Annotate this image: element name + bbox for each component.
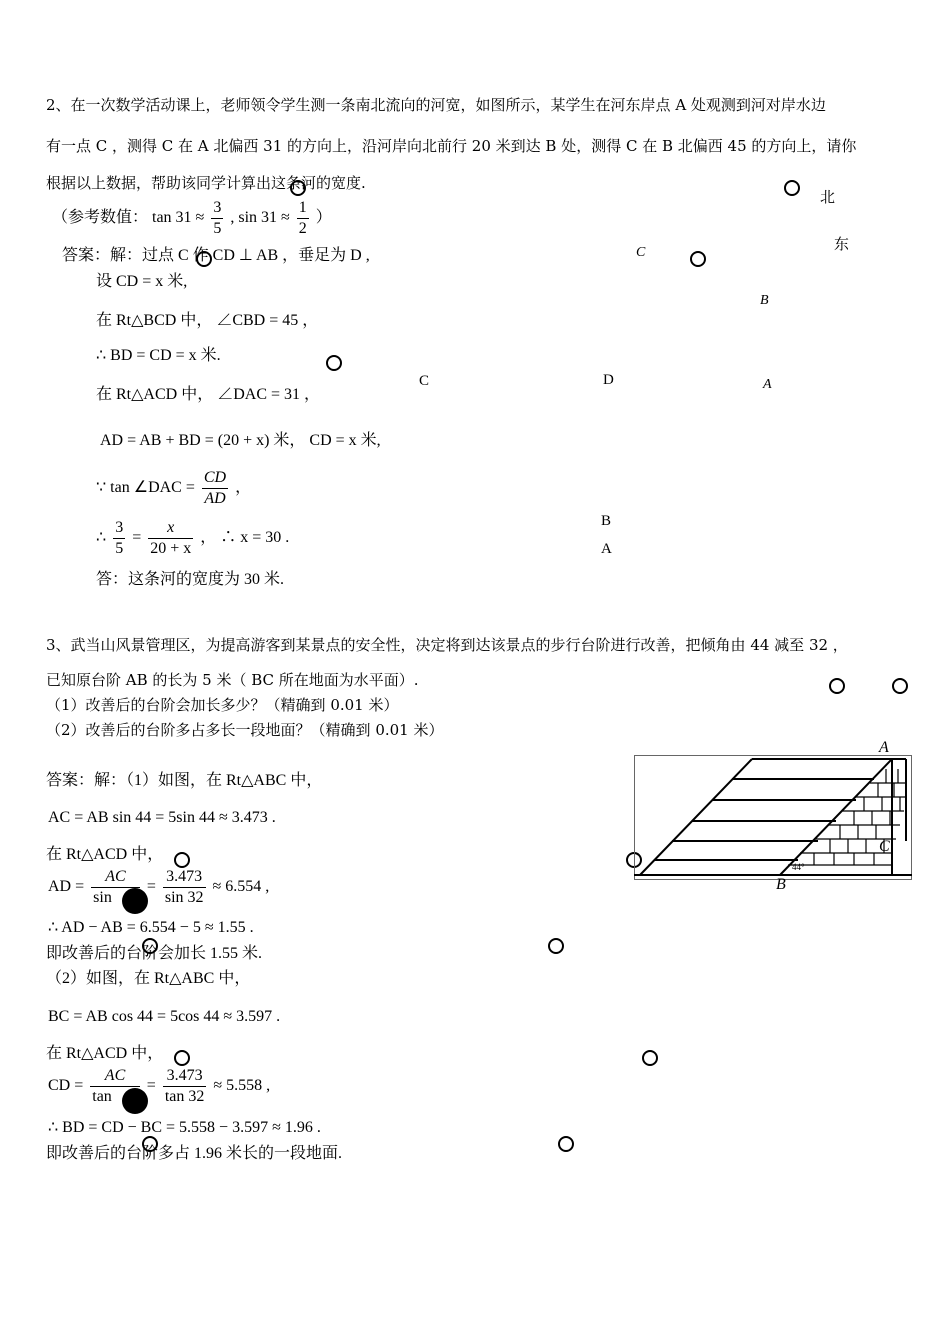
q2-fig-label-b-top: B	[760, 293, 769, 308]
staircase-figure-frame	[634, 755, 912, 880]
staircase-figure	[634, 755, 912, 880]
q3-s10-prefix: CD =	[48, 1077, 84, 1095]
q3-s10-suffix: ≈ 5.558 ,	[213, 1077, 271, 1095]
q3-solution-line-11: ∴ BD = CD − BC = 5.558 − 3.597 ≈ 1.96 .	[48, 1119, 321, 1136]
q3-statement-line-2: 已知原台阶 AB 的长为 5 米（ BC 所在地面为水平面）.	[46, 671, 419, 689]
q2-fig-label-d-mid: D	[603, 372, 614, 388]
fraction-denominator: 5	[115, 540, 124, 557]
q3-s4-prefix: AD =	[48, 878, 85, 896]
q2-solution-line-5: 在 Rt△ACD 中， ∠DAC = 31 ，	[96, 386, 321, 403]
q2-statement-line-1: 2、在一次数学活动课上，老师领令学生测一条南北流向的河宽，如图所示，某学生在河东岸点 A 处观测到河对岸水边	[46, 96, 826, 114]
artifact-circle	[642, 1050, 658, 1066]
q3-s4-suffix: ≈ 6.554 ,	[212, 878, 270, 896]
artifact-blob	[122, 1088, 148, 1114]
q3-solution-line-3: 在 Rt△ACD 中，	[46, 846, 164, 863]
q2-statement-line-2: 有一点 C ，测得 C 在 A 北偏西 31 的方向上，沿河岸向北前行 20 米到达 B 处，测得 C 在 B 北偏西 45 的方向上，请你	[46, 137, 857, 155]
fraction-denominator: sin 32	[164, 889, 204, 906]
q2-ref-suffix: ）	[315, 209, 332, 227]
fraction-denominator: 20 + x	[150, 540, 192, 557]
fraction-numerator: 1	[297, 198, 309, 219]
q2-sol7-suffix: ，	[235, 479, 252, 497]
fraction-numerator: AC	[90, 1066, 140, 1087]
staircase-label-b: B	[776, 876, 786, 893]
staircase-angle-label: 44°	[792, 862, 805, 872]
fraction-numerator: 3.473	[163, 867, 206, 888]
q2-sol8-equals: =	[132, 529, 142, 547]
q2-sol8-prefix: ∴	[96, 529, 107, 547]
fraction-numerator: CD	[202, 468, 228, 489]
q3-solution-line-12: 即改善后的台阶多占 1.96 米长的一段地面.	[46, 1145, 343, 1162]
q3-solution-line-6: 即改善后的台阶会加长 1.55 米.	[46, 945, 263, 962]
q2-sol8-suffix: ， ∴ x = 30 .	[200, 529, 290, 547]
q2-solution-line-4: ∴ BD = CD = x 米.	[96, 347, 221, 364]
q2-fig-label-b-low: B	[601, 513, 612, 529]
q2-solution-line-7	[96, 468, 251, 509]
q3-s4-equals: =	[146, 878, 156, 896]
q3-solution-line-5: ∴ AD − AB = 6.554 − 5 ≈ 1.55 .	[48, 919, 254, 936]
q3-solution-line-7: （2）如图，在 Rt△ABC 中，	[46, 970, 251, 987]
q2-solution-line-6: AD = AB + BD = (20 + x) 米， CD = x 米,	[100, 432, 381, 449]
q3-s4-fraction-2	[163, 867, 206, 908]
q2-solution-line-1: 答案：解：过点 C 作 CD ⊥ AB ，垂足为 D ,	[62, 247, 370, 264]
q2-ref-fraction-2	[297, 198, 309, 239]
q3-part-2: （2）改善后的台阶多占多长一段地面？（精确到 0.01 米）	[46, 721, 444, 739]
artifact-circle	[174, 852, 190, 868]
q2-solution-line-8	[96, 518, 289, 559]
fraction-denominator: 2	[298, 220, 307, 237]
artifact-circle	[142, 938, 158, 954]
q2-answer-line: 答：这条河的宽度为 30 米.	[96, 571, 285, 588]
q2-fig-label-a-low: A	[601, 541, 612, 557]
q2-statement-line-3: 根据以上数据，帮助该同学计算出这条河的宽度.	[46, 174, 366, 192]
artifact-circle	[196, 251, 212, 267]
fraction-denominator: 5	[213, 220, 222, 237]
q3-part-1: （1）改善后的台阶会加长多少？（精确到 0.01 米）	[46, 696, 399, 714]
q2-fig-north-label: 北	[820, 190, 836, 206]
fraction-numerator: 3.473	[163, 1066, 207, 1087]
q2-sol8-fraction-2	[148, 518, 193, 559]
q2-solution-line-3: 在 Rt△BCD 中， ∠CBD = 45 ，	[96, 312, 319, 329]
artifact-circle	[690, 251, 706, 267]
q2-fig-label-c-top: C	[636, 245, 646, 260]
q2-sol7-prefix: ∵ tan ∠DAC =	[96, 479, 195, 497]
artifact-circle	[326, 355, 342, 371]
q2-fig-label-c-mid: C	[419, 373, 430, 389]
q3-solution-line-10	[48, 1066, 270, 1107]
fraction-denominator: tan 32	[164, 1088, 205, 1105]
artifact-circle	[290, 180, 306, 196]
q3-solution-line-1: 答案：解：（1）如图，在 Rt△ABC 中，	[46, 772, 323, 789]
fraction-numerator: 3	[113, 518, 125, 539]
staircase-label-c: C	[879, 838, 890, 855]
q3-statement-line-1: 3、武当山风景管理区，为提高游客到某景点的安全性，决定将到达该景点的步行台阶进行改善，把倾角由 44 减至 32 ，	[46, 636, 848, 654]
q2-solution-line-2: 设 CD = x 米,	[96, 273, 188, 290]
artifact-blob	[122, 888, 148, 914]
fraction-numerator: AC	[91, 867, 140, 888]
q2-sol8-fraction-1	[113, 518, 125, 559]
q3-s10-equals: =	[146, 1077, 156, 1095]
artifact-circle	[548, 938, 564, 954]
q2-fig-label-a-mid: A	[763, 377, 772, 392]
artifact-circle	[174, 1050, 190, 1066]
q2-sol7-fraction	[202, 468, 228, 509]
fraction-numerator: x	[148, 518, 193, 539]
artifact-circle	[829, 678, 845, 694]
q3-solution-line-9: 在 Rt△ACD 中，	[46, 1045, 164, 1062]
artifact-circle	[142, 1136, 158, 1152]
fraction-denominator: sin	[93, 889, 112, 906]
staircase-label-a: A	[879, 739, 889, 756]
artifact-circle	[784, 180, 800, 196]
q2-fig-east-label: 东	[834, 237, 850, 253]
q3-solution-line-8: BC = AB cos 44 = 5cos 44 ≈ 3.597 .	[48, 1008, 281, 1025]
q3-solution-line-2: AC = AB sin 44 = 5sin 44 ≈ 3.473 .	[48, 809, 276, 826]
q3-solution-line-4	[48, 867, 269, 908]
q3-s10-fraction-2	[163, 1066, 207, 1107]
q2-reference-values	[52, 198, 332, 239]
artifact-circle	[558, 1136, 574, 1152]
fraction-denominator: AD	[204, 490, 226, 507]
q2-ref-fraction-1	[211, 198, 223, 239]
q2-ref-middle: , sin 31 ≈	[230, 209, 290, 227]
fraction-numerator: 3	[211, 198, 223, 219]
fraction-denominator: tan	[92, 1088, 112, 1105]
q2-ref-prefix: （参考数值： tan 31 ≈	[52, 209, 205, 227]
artifact-circle	[892, 678, 908, 694]
